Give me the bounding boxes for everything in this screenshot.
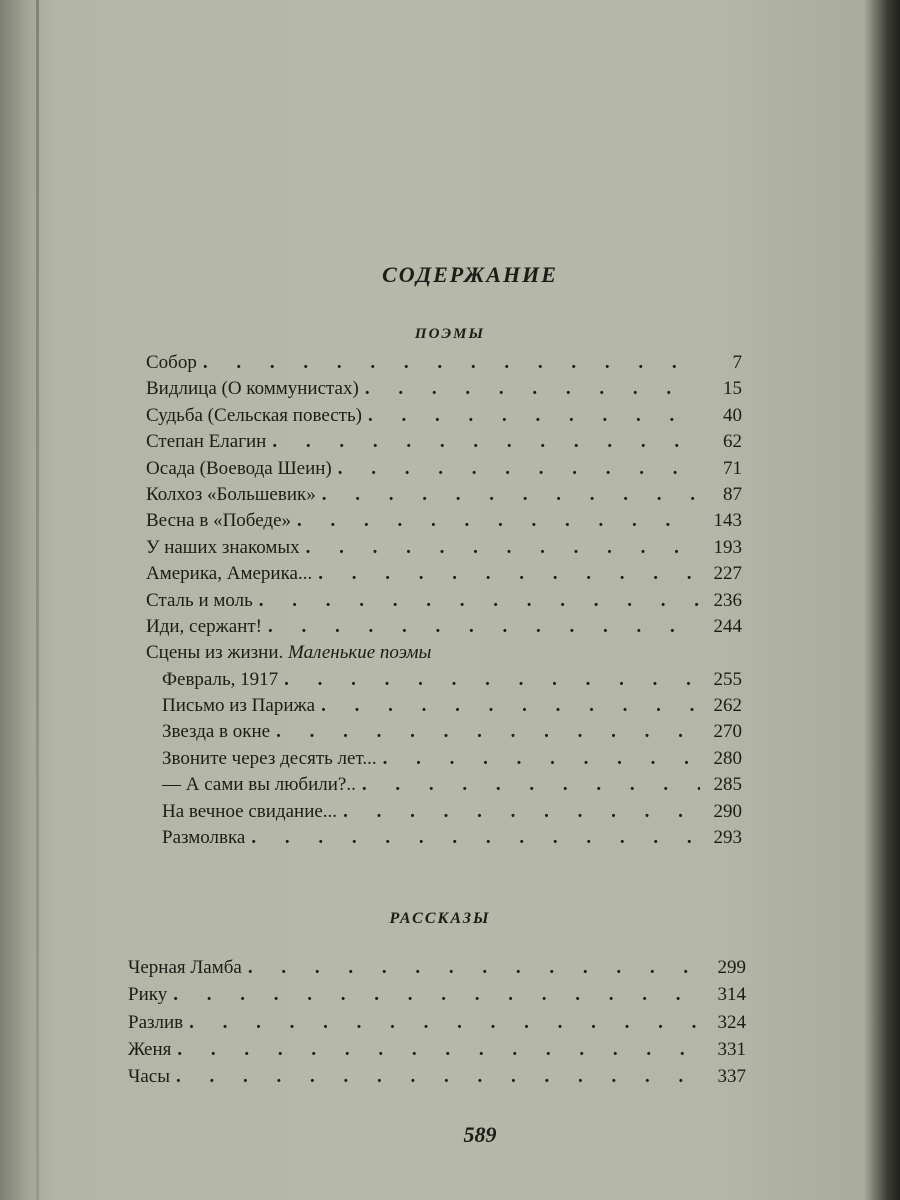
toc-page: 337 [717,1066,746,1088]
toc-entry: У наших знакомых . . . 193 [146,537,742,563]
leader-dots [362,774,700,796]
leader-dots [176,1066,704,1088]
leader-dots [368,405,700,427]
leader-dots [189,1012,704,1034]
leader-dots [272,431,700,453]
toc-entry: Часы . . . 337 [128,1066,746,1093]
toc-entry: Сталь и моль . . . 236 [146,590,742,616]
toc-page: 270 [713,721,742,743]
toc-page: 244 [713,615,742,637]
toc-entry: Разлив . . . 324 [128,1012,746,1039]
toc-entry: Звоните через десять лет... . . . 280 [146,748,742,774]
leader-dots [306,537,700,559]
leader-dots [383,748,700,770]
toc-page: 7 [732,352,742,373]
toc-page: 314 [717,984,746,1006]
toc-page: 255 [713,668,742,690]
toc-page: 262 [713,695,742,717]
leader-dots [338,458,700,480]
toc-title: СОДЕРЖАНИЕ [382,262,558,287]
leader-dots [343,801,700,823]
toc-page: 40 [723,404,742,426]
toc-entry: Звезда в окне . . . 270 [146,721,742,747]
toc-entry: Черная Ламба . . . 299 [128,957,746,984]
toc-page: 143 [713,510,742,532]
toc-entry: Степан Елагин . . . 62 [146,431,742,457]
leader-dots [365,378,700,400]
leader-dots [203,352,700,374]
section-heading-poems: ПОЭМЫ [414,326,486,342]
toc-entry: — А сами вы любили?.. . . . 285 [146,774,742,800]
leader-dots [248,957,704,979]
toc-page: 62 [723,431,742,453]
toc-list-poems [146,352,742,853]
leader-dots [259,590,700,612]
toc-group-heading: Сцены из жизни. Маленькие поэмы [146,642,432,664]
toc-page: 193 [713,536,742,558]
toc-page: 227 [713,563,742,585]
toc-page: 87 [723,483,742,505]
toc-entry: Письмо из Парижа . . . 262 [146,695,742,721]
toc-entry: Осада (Воевода Шеин) . . . 71 [146,458,742,484]
toc-entry: Колхоз «Большевик» . . . 87 [146,484,742,510]
toc-page: 324 [717,1011,746,1033]
toc-page: 293 [713,827,742,849]
leader-dots [284,669,700,691]
toc-page: 299 [717,957,746,978]
toc-page: 236 [713,589,742,611]
toc-entry: На вечное свидание... . . . 290 [146,801,742,827]
toc-entry: Видлица (О коммунистах) . . . 15 [146,378,742,404]
leader-dots [268,616,700,638]
toc-entry: Собор . . . 7 [146,352,742,378]
section-heading-stories: РАССКАЗЫ [389,910,491,927]
toc-page: 331 [717,1038,746,1060]
toc-page: 280 [713,747,742,769]
toc-entry: Размолвка . . . 293 [146,827,742,853]
toc-group-subtitle: Маленькие поэмы [288,642,432,664]
toc-page: 290 [713,800,742,822]
page-gutter [36,0,39,1200]
toc-page: 285 [713,774,742,796]
leader-dots [322,484,700,506]
toc-entry: Весна в «Победе» . . . 143 [146,510,742,536]
leader-dots [276,721,700,743]
toc-entry: Иди, сержант! . . . 244 [146,616,742,642]
toc-page: 71 [723,457,742,479]
page-number: 589 [463,1122,497,1147]
leader-dots [297,510,700,532]
toc-page: 15 [723,378,742,400]
toc-entry: Судьба (Сельская повесть) . . . 40 [146,405,742,431]
leader-dots [251,827,700,849]
leader-dots [318,563,700,585]
toc-entry: Февраль, 1917 . . . 255 [146,669,742,695]
leader-dots [173,984,704,1006]
toc-entry: Америка, Америка... . . . 227 [146,563,742,589]
leader-dots [177,1039,704,1061]
toc-entry: Рику . . . 314 [128,984,746,1011]
leader-dots [321,695,700,717]
toc-entry: Женя . . . 331 [128,1039,746,1066]
toc-list-stories [128,957,746,1093]
